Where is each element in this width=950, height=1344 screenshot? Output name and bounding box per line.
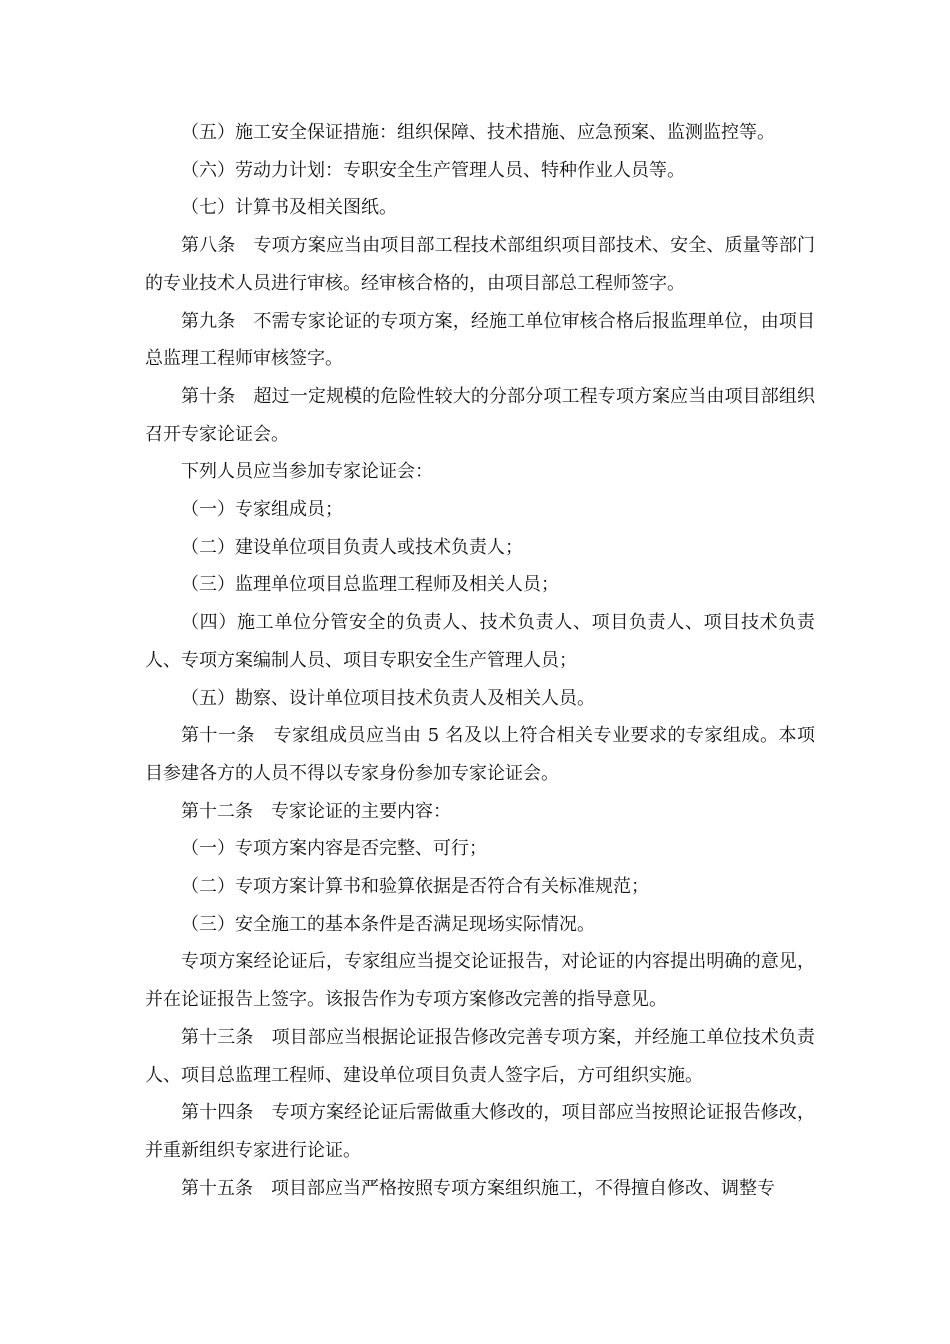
list-item: （二）专项方案计算书和验算依据是否符合有关标准规范； xyxy=(181,876,649,898)
paragraph: （七）计算书及相关图纸。 xyxy=(181,197,397,219)
list-item: （一）专项方案内容是否完整、可行； xyxy=(181,838,487,860)
paragraph: （六）劳动力计划：专职安全生产管理人员、特种作业人员等。 xyxy=(181,159,685,181)
paragraph: 专项方案经论证后，专家组应当提交论证报告，对论证的内容提出明确的意见，并在论证报告上签字。该报告作为专项方案修改完善的指导意见。 xyxy=(145,951,815,1011)
paragraph: 下列人员应当参加专家论证会： xyxy=(181,461,433,483)
paragraph: （五）施工安全保证措施：组织保障、技术措施、应急预案、监测监控等。 xyxy=(181,122,775,143)
list-item: （一）专家组成员； xyxy=(181,499,343,521)
article-9: 第九条 不需专家论证的专项方案，经施工单位审核合格后报监理单位，由项目总监理工程师审核签字。 xyxy=(145,310,815,370)
article-10: 第十条 超过一定规模的危险性较大的分部分项工程专项方案应当由项目部组织召开专家论证会。 xyxy=(145,385,815,445)
list-item: （三）安全施工的基本条件是否满足现场实际情况。 xyxy=(181,913,595,935)
article-14: 第十四条 专项方案经论证后需做重大修改的，项目部应当按照论证报告修改，并重新组织专家进行论证。 xyxy=(145,1102,815,1161)
article-11: 第十一条 专家组成员应当由 5 名及以上符合相关专业要求的专家组成。本项目参建各方的人员不得以专家身份参加专家论证会。 xyxy=(145,725,815,784)
article-8: 第八条 专项方案应当由项目部工程技术部组织项目部技术、安全、质量等部门的专业技术人员进行审核。经审核合格的，由项目部总工程师签字。 xyxy=(145,235,815,294)
list-item: （五）勘察、设计单位项目技术负责人及相关人员。 xyxy=(181,687,595,709)
document-body xyxy=(145,114,815,1207)
list-item: （二）建设单位项目负责人或技术负责人； xyxy=(181,536,523,558)
list-item: （四）施工单位分管安全的负责人、技术负责人、项目负责人、项目技术负责人、专项方案编制人员、项目专职安全生产管理人员； xyxy=(145,612,815,671)
list-item: （三）监理单位项目总监理工程师及相关人员； xyxy=(181,574,559,596)
article-13: 第十三条 项目部应当根据论证报告修改完善专项方案，并经施工单位技术负责人、项目总监理工程师、建设单位项目负责人签字后，方可组织实施。 xyxy=(145,1026,815,1086)
article-12: 第十二条 专家论证的主要内容： xyxy=(181,800,451,822)
article-15: 第十五条 项目部应当严格按照专项方案组织施工，不得擅自修改、调整专 xyxy=(181,1177,775,1199)
